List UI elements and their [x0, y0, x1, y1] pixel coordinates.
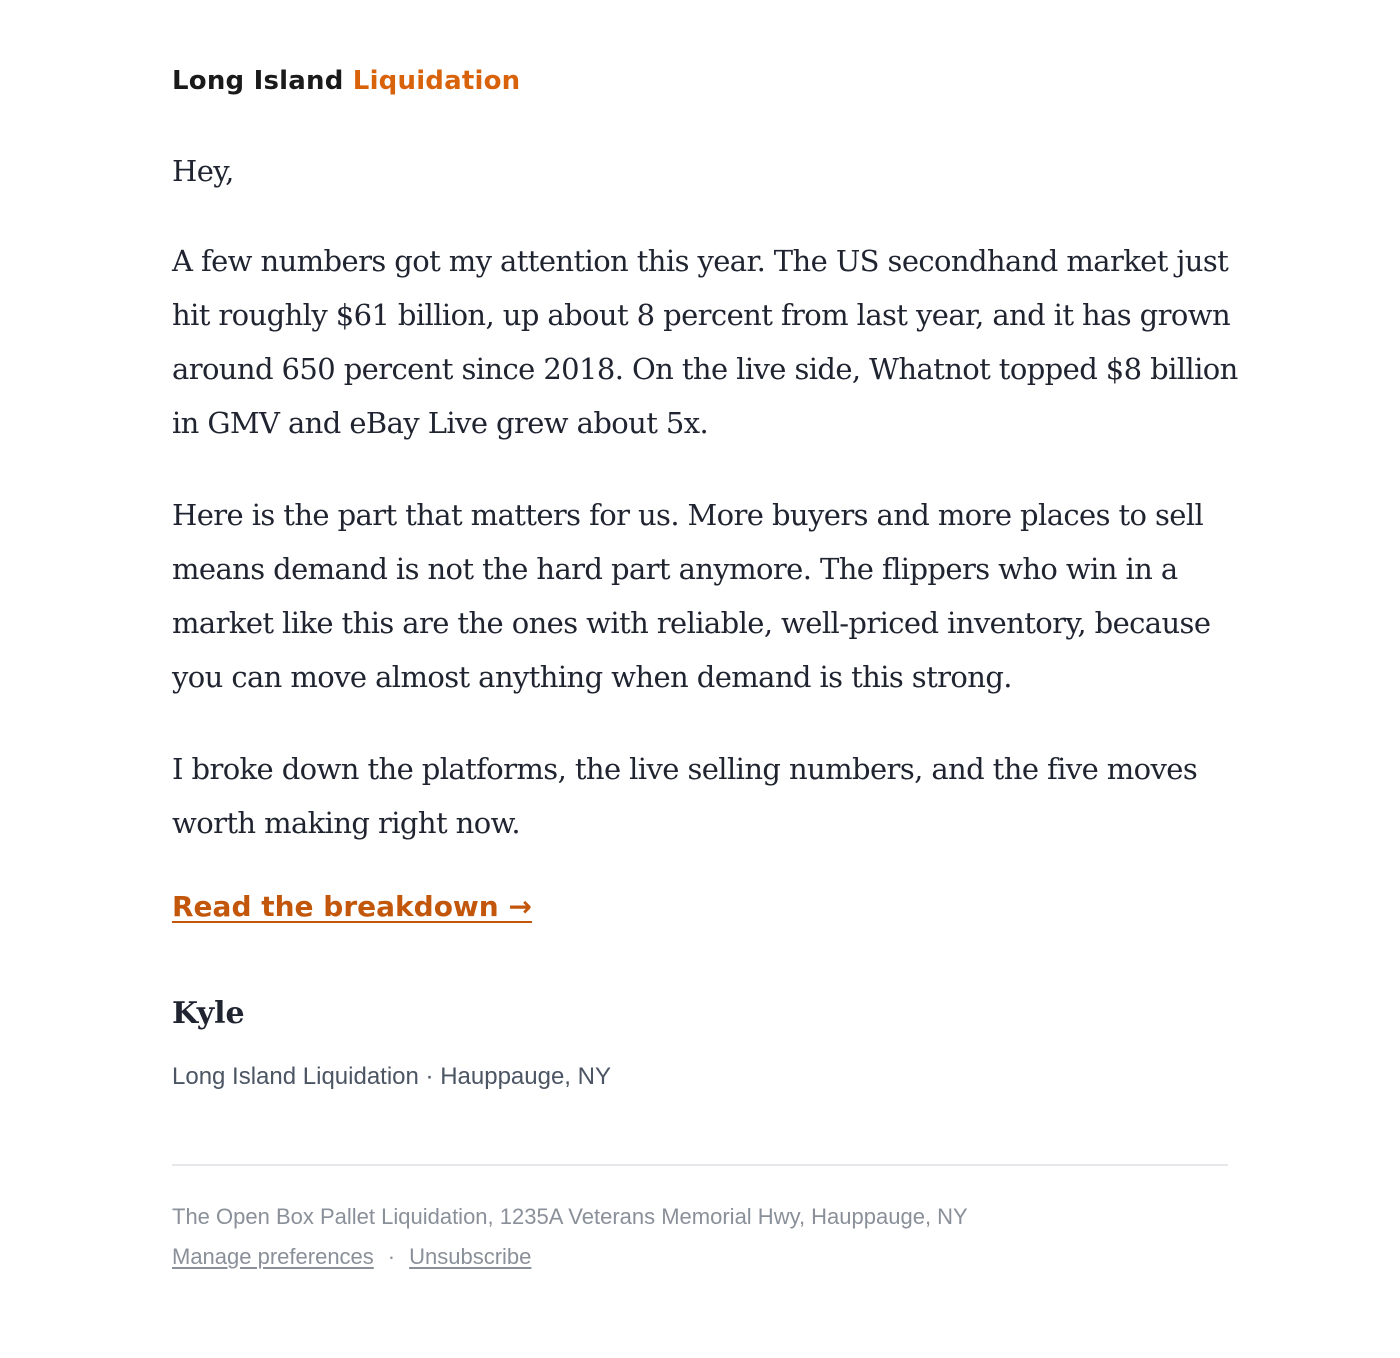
footer-links: [172, 1244, 531, 1270]
brand-logo: [172, 66, 520, 96]
footer-address: The Open Box Pallet Liquidation, 1235A Veterans Memorial Hwy, Hauppauge, NY: [172, 1204, 968, 1229]
signature-name: Kyle: [172, 996, 245, 1031]
manage-preferences-link[interactable]: Manage preferences: [172, 1244, 374, 1269]
read-breakdown-link[interactable]: Read the breakdown →: [172, 890, 532, 923]
paragraph-inventory: Here is the part that matters for us. More buyers and more places to sell means demand is not the hard part anymore. The flippers who win in a market like this are the ones with reliable, well-priced inventory, because you can move almost anything when demand is this strong.: [172, 498, 1211, 694]
paragraph-market-numbers: A few numbers got my attention this year. The US secondhand market just hit roughly $61 billion, up about 8 percent from last year, and it has grown around 650 percent since 2018. On the live side, Whatnot topped $8 billion in GMV and eBay Live grew about 5x.: [172, 244, 1238, 440]
signature-company-location: Long Island Liquidation · Hauppauge, NY: [172, 1063, 611, 1090]
paragraph-breakdown-intro: I broke down the platforms, the live selling numbers, and the five moves worth making right now.: [172, 752, 1198, 840]
brand-name-primary: Long Island: [172, 66, 344, 96]
footer-divider: [172, 1164, 1228, 1166]
brand-name-accent: Liquidation: [352, 66, 521, 96]
footer-link-separator: ·: [387, 1244, 396, 1269]
unsubscribe-link[interactable]: Unsubscribe: [409, 1244, 532, 1269]
greeting: Hey,: [172, 154, 234, 188]
